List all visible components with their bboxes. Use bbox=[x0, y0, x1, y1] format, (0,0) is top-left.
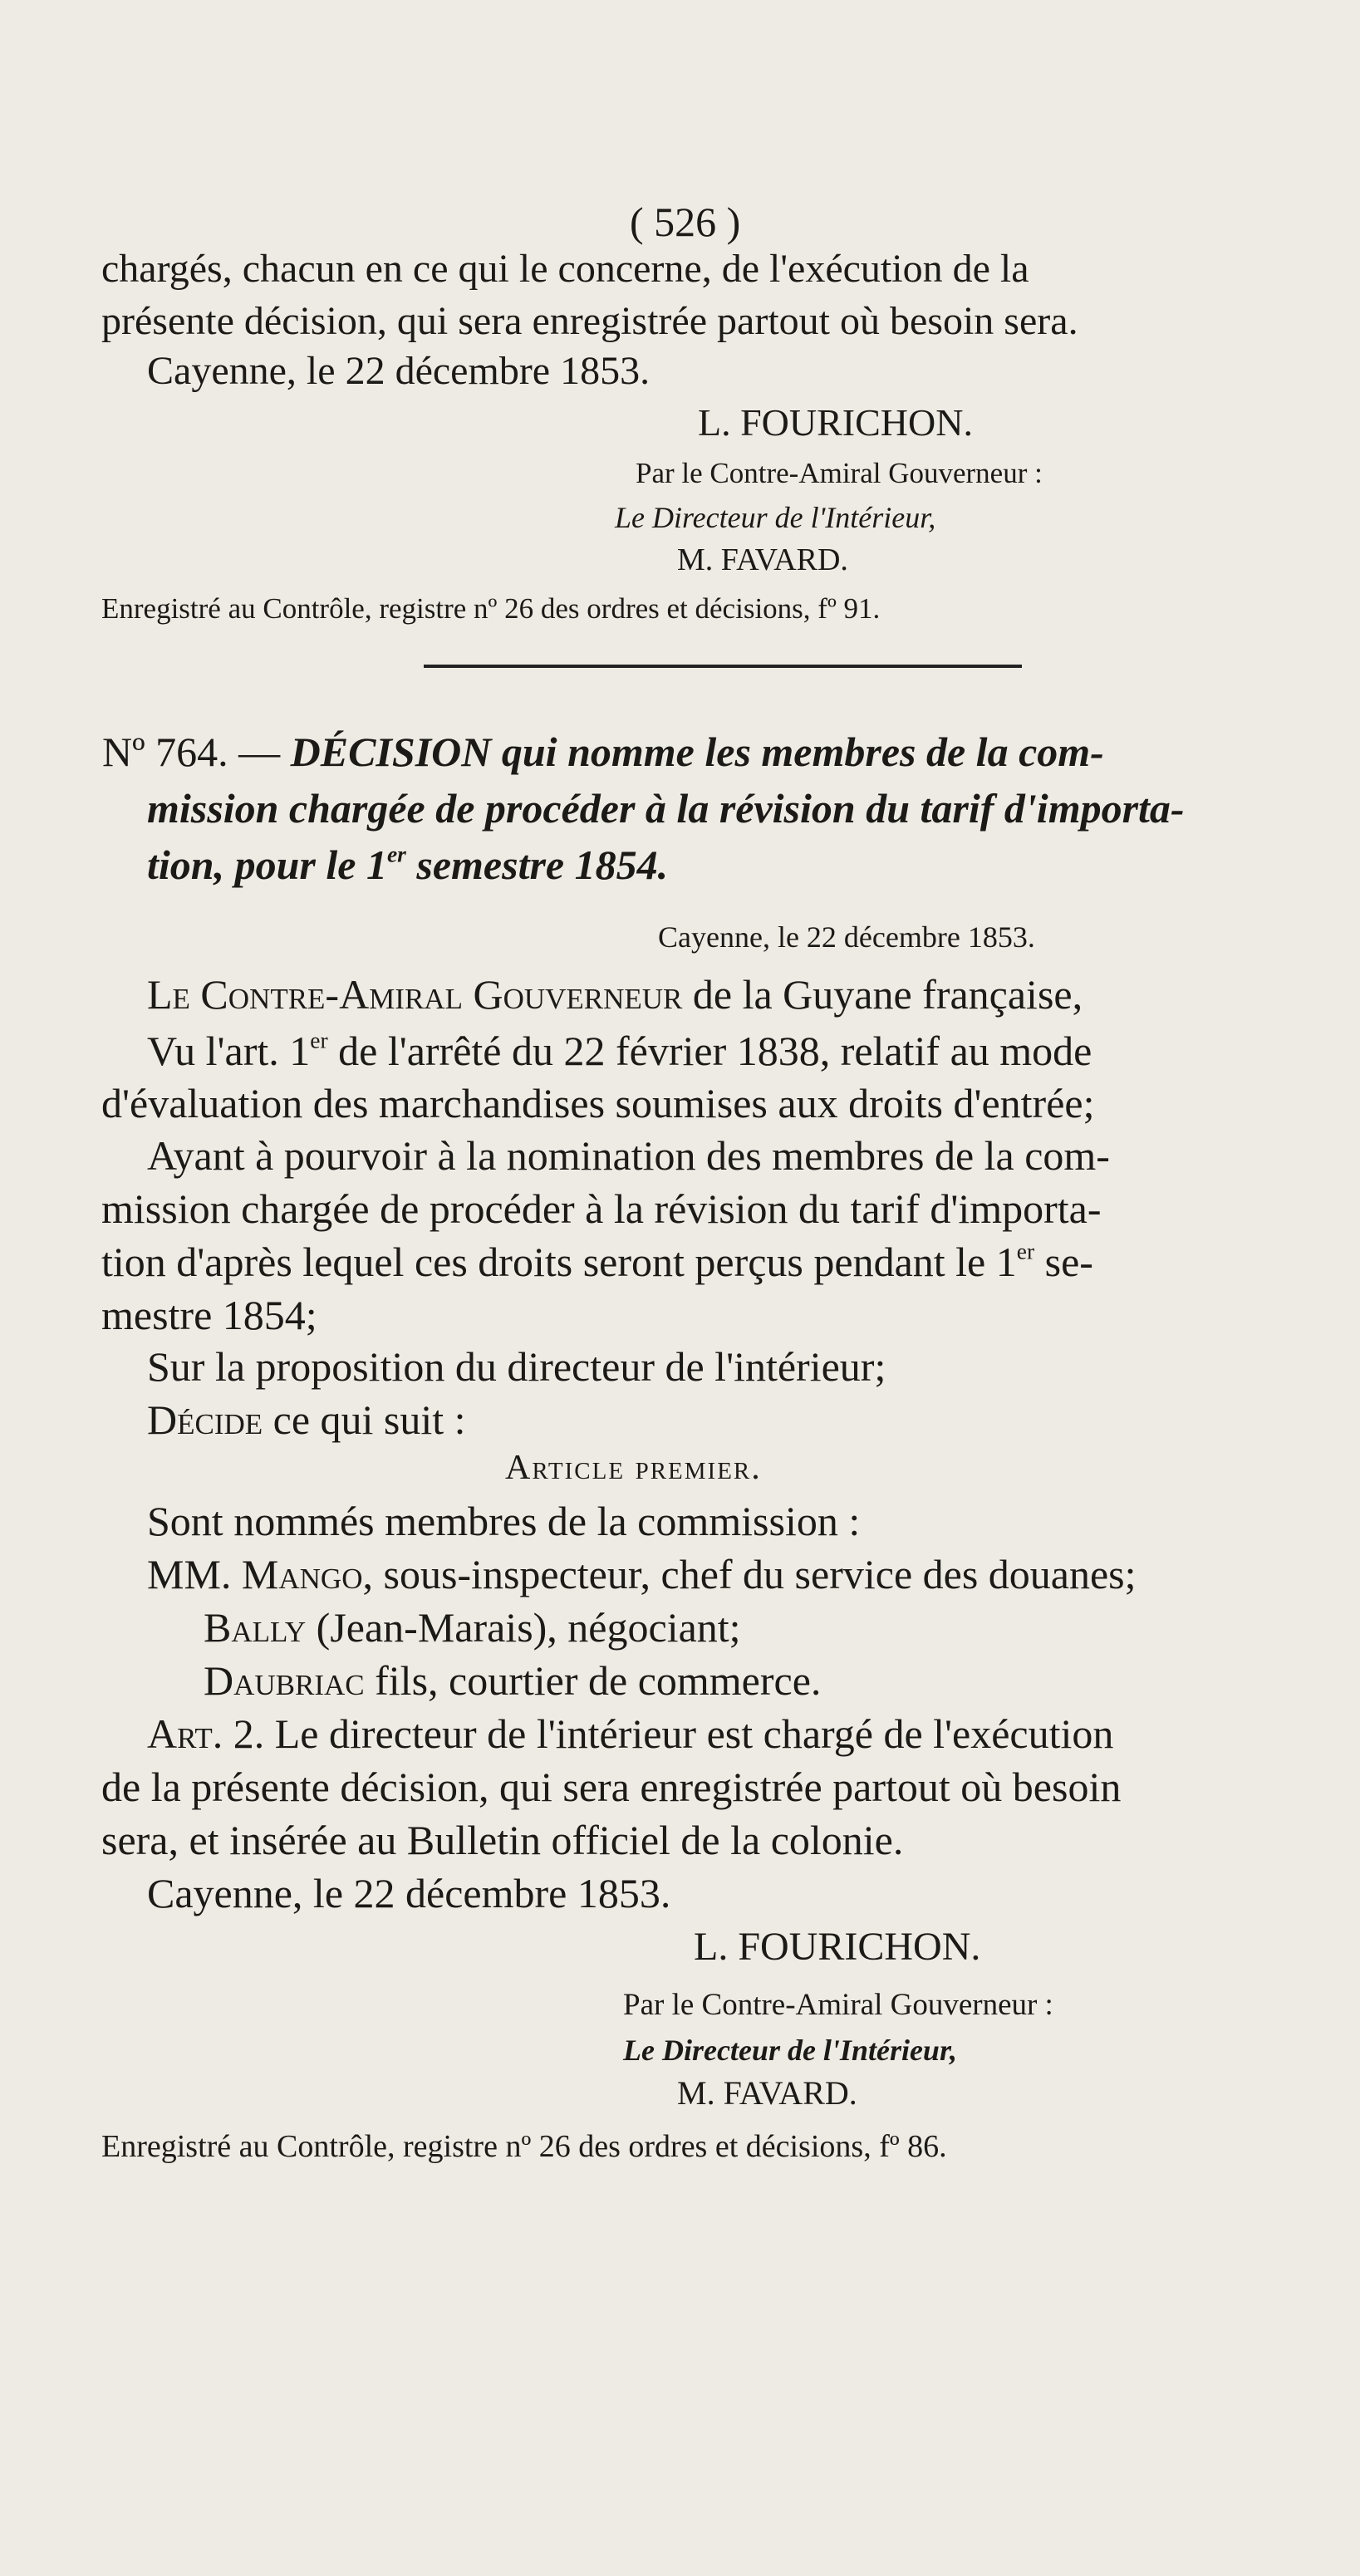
title-dash: — bbox=[238, 729, 281, 775]
registration: Enregistré au Contrôle, registre nº 26 des ordres et décisions, fº 86. bbox=[101, 2129, 947, 2164]
prev-place-date: Cayenne, le 22 décembre 1853. bbox=[147, 349, 651, 393]
ayant-line-3: tion d'après lequel ces droits seront perçus pendant le 1er se- bbox=[101, 1238, 1093, 1285]
decision-title-line-1 bbox=[102, 731, 1104, 773]
signatory: L. FOURICHON. bbox=[694, 1925, 981, 1969]
page-number: ( 526 ) bbox=[630, 199, 741, 245]
director-name: M. FAVARD. bbox=[677, 2074, 857, 2112]
vu-line-2: d'évaluation des marchandises soumises aux droits d'entrée; bbox=[101, 1080, 1095, 1126]
by-line: Par le Contre-Amiral Gouverneur : bbox=[623, 1988, 1053, 2022]
closing-place-date: Cayenne, le 22 décembre 1853. bbox=[147, 1870, 671, 1916]
prev-text-line-2: présente décision, qui sera enregistrée partout où besoin sera. bbox=[101, 299, 1078, 343]
member-2: Bally (Jean-Marais), négociant; bbox=[204, 1604, 741, 1651]
decision-title-line-3: tion, pour le 1er semestre 1854. bbox=[147, 841, 669, 888]
decision-title-main: DÉCISION bbox=[290, 729, 492, 775]
prev-text-line-1: chargés, chacun en ce qui le concerne, de l'exécution de la bbox=[101, 247, 1029, 291]
article-2-line-2: de la présente décision, qui sera enregistrée partout où besoin bbox=[101, 1764, 1122, 1810]
vu-line-1: Vu l'art. 1er de l'arrêté du 22 février 1838, relatif au mode bbox=[147, 1027, 1092, 1074]
prev-director-name: M. FAVARD. bbox=[677, 542, 848, 577]
prev-by-line: Par le Contre-Amiral Gouverneur : bbox=[636, 457, 1043, 489]
decision-title-line-2: mission chargée de procéder à la révision du tarif d'importa- bbox=[147, 785, 1185, 832]
director-title: Le Directeur de l'Intérieur, bbox=[623, 2034, 957, 2067]
decision-title-rest: qui nomme les membres de la com- bbox=[501, 729, 1104, 775]
prev-registration: Enregistré au Contrôle, registre nº 26 des ordres et décisions, fº 91. bbox=[101, 592, 881, 625]
member-1: MM. Mango, sous-inspecteur, chef du service des douanes; bbox=[147, 1551, 1137, 1597]
article-1-heading: Article premier. bbox=[505, 1449, 762, 1487]
separator-rule bbox=[424, 665, 1022, 668]
proposition: Sur la proposition du directeur de l'intérieur; bbox=[147, 1343, 886, 1390]
ayant-line-2: mission chargée de procéder à la révision du tarif d'importa- bbox=[101, 1185, 1102, 1232]
prev-director-title: Le Directeur de l'Intérieur, bbox=[615, 501, 936, 534]
article-2-line-1: Art. 2. Le directeur de l'intérieur est chargé de l'exécution bbox=[147, 1710, 1114, 1757]
article-2-line-3: sera, et insérée au Bulletin officiel de la colonie. bbox=[101, 1817, 904, 1863]
ayant-line-4: mestre 1854; bbox=[101, 1292, 317, 1338]
decision-place-date: Cayenne, le 22 décembre 1853. bbox=[658, 920, 1035, 954]
preamble: Le Contre-Amiral Gouverneur de la Guyane française, bbox=[147, 971, 1083, 1018]
member-3: Daubriac fils, courtier de commerce. bbox=[204, 1657, 822, 1704]
prev-signatory: L. FOURICHON. bbox=[698, 401, 973, 444]
ayant-line-1: Ayant à pourvoir à la nomination des membres de la com- bbox=[147, 1132, 1110, 1179]
decide: Décide ce qui suit : bbox=[147, 1396, 466, 1443]
nommes-line: Sont nommés membres de la commission : bbox=[147, 1498, 861, 1544]
decision-number: Nº 764. bbox=[102, 729, 228, 775]
